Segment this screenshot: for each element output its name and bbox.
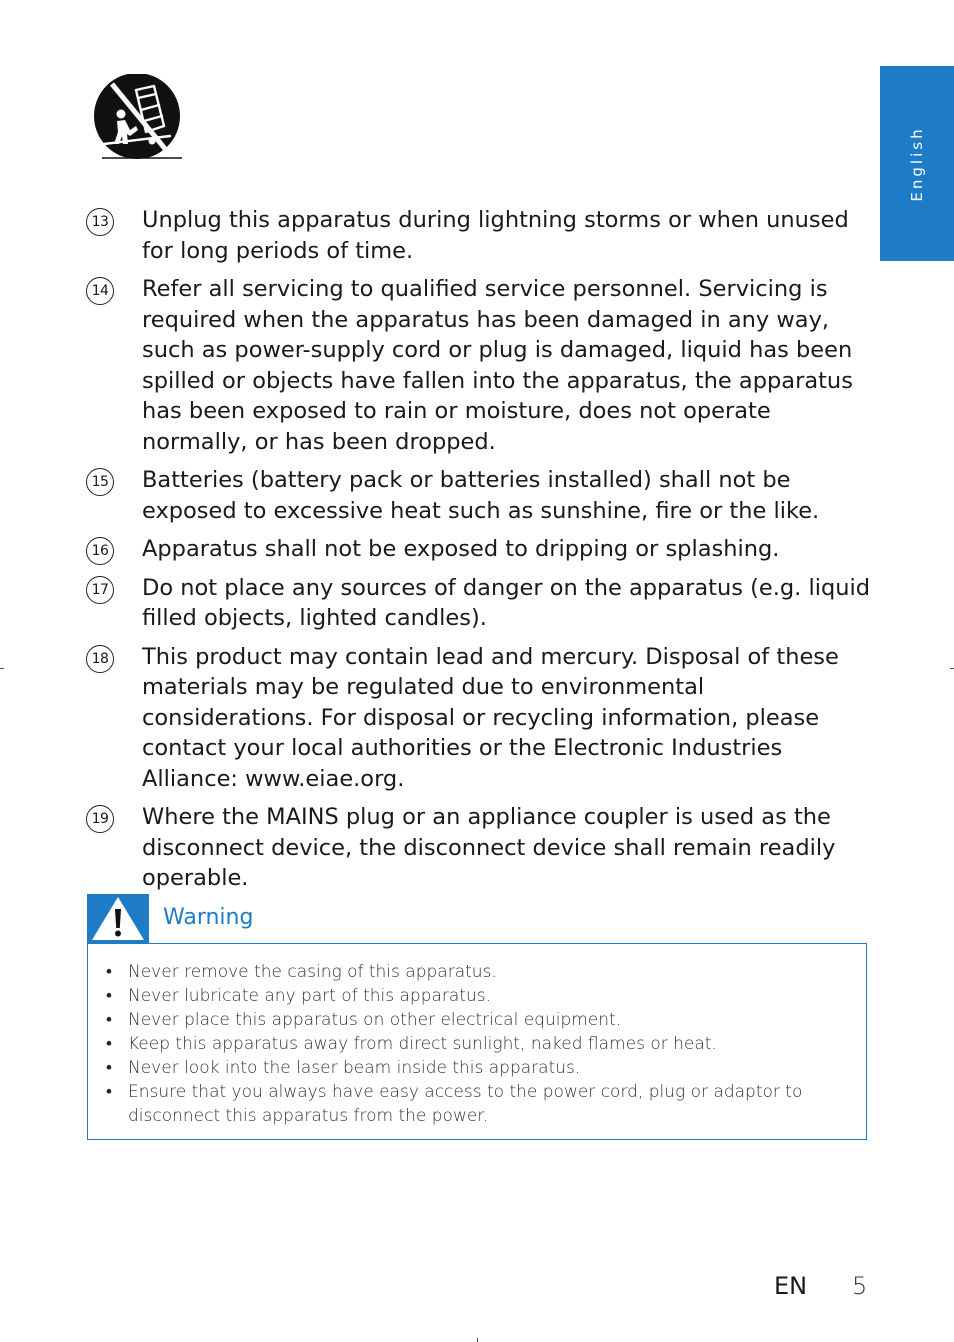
item-text: Where the MAINS plug or an appliance coupler is used as the disconnect device, the disconnect device shall remain readily operable. xyxy=(142,804,836,891)
safety-instructions-list xyxy=(86,205,876,902)
list-item xyxy=(86,274,876,457)
warning-bullet: • Never look into the laser beam inside this apparatus. xyxy=(128,1056,866,1080)
warning-bullet-list xyxy=(88,944,866,1128)
item-number-badge: 15 xyxy=(86,468,114,496)
warning-bullet: • Never remove the casing of this apparatus. xyxy=(128,960,866,984)
crop-mark xyxy=(0,668,4,669)
footer-language: EN xyxy=(774,1272,808,1300)
page-number: 5 xyxy=(852,1272,868,1300)
warning-bullet: • Keep this apparatus away from direct sunlight, naked flames or heat. xyxy=(128,1032,866,1056)
item-number-badge: 18 xyxy=(86,645,114,673)
item-text: Apparatus shall not be exposed to dripping or splashing. xyxy=(142,536,780,562)
item-number-badge: 19 xyxy=(86,805,114,833)
language-tab-label: English xyxy=(908,125,926,202)
item-text: This product may contain lead and mercury. Disposal of these materials may be regulated due to environmental considerations. For disposal or recycling information, please contact your local authorities or the Electronic Industries Alliance: www.eiae.org. xyxy=(142,643,839,792)
list-item xyxy=(86,534,876,565)
warning-icon-box xyxy=(87,894,149,943)
crop-mark xyxy=(950,668,954,669)
list-item xyxy=(86,642,876,795)
cart-tip-over-warning-icon xyxy=(92,74,184,164)
exclamation-triangle-icon xyxy=(87,894,149,943)
list-item xyxy=(86,205,876,266)
warning-bullet: • Ensure that you always have easy access to the power cord, plug or adaptor to disconnect this apparatus from the power. xyxy=(128,1080,866,1128)
crop-mark xyxy=(477,1338,478,1342)
list-item xyxy=(86,465,876,526)
item-text: Refer all servicing to qualified service personnel. Servicing is required when the apparatus has been damaged in any way, such as power-supply cord or plug is damaged, liquid has been spilled or objects have fallen into the apparatus, the apparatus has been exposed to rain or moisture, does not operate normally, or has been dropped. xyxy=(142,276,853,455)
item-text: Unplug this apparatus during lightning storms or when unused for long periods of time. xyxy=(142,207,849,264)
warning-title: Warning xyxy=(163,905,254,930)
warning-bullet: • Never lubricate any part of this apparatus. xyxy=(128,984,866,1008)
warning-header xyxy=(87,894,867,944)
item-number-badge: 16 xyxy=(86,537,114,565)
warning-bullet: • Never place this apparatus on other electrical equipment. xyxy=(128,1008,866,1032)
warning-box xyxy=(87,943,867,1140)
item-text: Do not place any sources of danger on the apparatus (e.g. liquid filled objects, lighted candles). xyxy=(142,574,871,631)
list-item xyxy=(86,573,876,634)
language-tab xyxy=(880,66,954,261)
item-number-badge: 13 xyxy=(86,208,114,236)
item-number-badge: 14 xyxy=(86,277,114,305)
list-item xyxy=(86,802,876,894)
item-number-badge: 17 xyxy=(86,576,114,604)
item-text: Batteries (battery pack or batteries installed) shall not be exposed to excessive heat such as sunshine, fire or the like. xyxy=(142,467,820,524)
